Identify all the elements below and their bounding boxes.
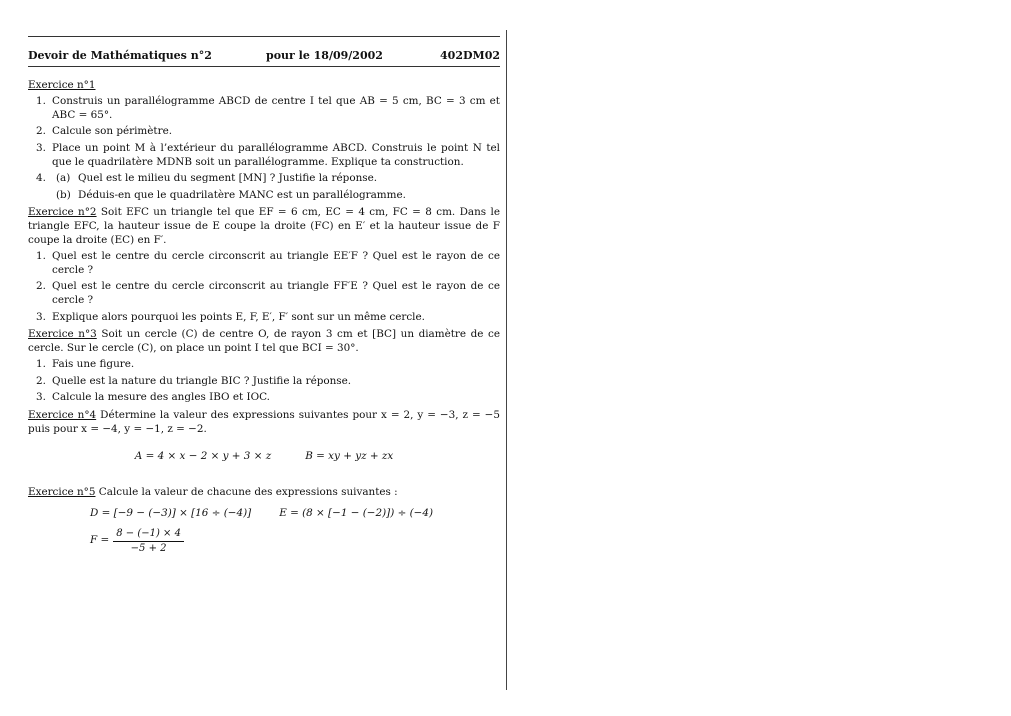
sub-item: (a) Quel est le milieu du segment [MN] ? Justifie la réponse. (56, 172, 378, 185)
list-item: 2. Calcule son périmètre. (36, 125, 173, 138)
worksheet-header (28, 37, 500, 66)
list-item: 1. Quel est le centre du cercle circonscrit au triangle EE′F ? Quel est le rayon de ce cercle ? (36, 250, 500, 276)
worksheet-code: 402DM02 (440, 49, 500, 62)
formula-row (90, 507, 500, 521)
exercise-5-formulas (28, 507, 500, 555)
worksheet-title: Devoir de Mathématiques n°2 (28, 49, 212, 62)
exercise-5-intro: Calcule la valeur de chacune des expressions suivantes : (98, 485, 398, 498)
worksheet-page (28, 36, 500, 555)
list-item: 3. Place un point M à l’extérieur du parallélogramme ABCD. Construis le point N tel que le quadrilatère MDNB soit un parallélogramme. Explique ta construction. (36, 141, 500, 168)
exercise-1-title: Exercice n°1 (28, 78, 96, 91)
exercise-1-sublist (52, 172, 500, 202)
exercise-1-list (28, 95, 500, 202)
exercise-4-formulas (28, 450, 500, 464)
exercise-4 (28, 409, 500, 464)
formula-e: E = (8 × [−1 − (−2)]) ÷ (−4) (279, 507, 434, 520)
exercise-3-list (28, 358, 500, 405)
list-item: 3. Calcule la mesure des angles IBO et IOC. (36, 391, 270, 404)
exercise-2-intro: Soit EFC un triangle tel que EF = 6 cm, EC = 4 cm, FC = 8 cm. Dans le triangle EFC, la hauteur issue de E coupe la droite (FC) en E′ et la hauteur issue de F coupe la droite (EC) en F′. (28, 206, 500, 246)
exercise-4-title: Exercice n°4 (28, 409, 97, 422)
exercise-2-title: Exercice n°2 (28, 206, 97, 219)
exercise-2-list (28, 250, 500, 324)
header-rule (28, 66, 500, 67)
sub-item: (b) Déduis-en que le quadrilatère MANC est un parallélogramme. (56, 188, 406, 201)
exercise-3-intro: Soit un cercle (C) de centre O, de rayon 3 cm et [BC] un diamètre de ce cercle. Sur le cercle (C), on place un point I tel que BCI = 30°. (28, 328, 500, 354)
due-date: pour le 18/09/2002 (266, 49, 383, 62)
exercise-5-title: Exercice n°5 (28, 485, 96, 498)
formula-f-fraction (113, 527, 184, 555)
formula-b: B = xy + yz + zx (305, 450, 394, 463)
formula-f-denominator: −5 + 2 (130, 542, 167, 554)
list-item: 2. Quelle est la nature du triangle BIC ? Justifie la réponse. (36, 374, 352, 387)
formula-f (90, 527, 500, 555)
list-item: 4. (a) Quel est le milieu du segment [MN] ? Justifie la réponse. (b) Déduis-en que le quadrilatère MANC est un parallélogramme. (28, 172, 500, 202)
exercise-4-intro: Détermine la valeur des expressions suivantes pour x = 2, y = −3, z = −5 puis pour x = −4, y = −1, z = −2. (28, 409, 500, 435)
formula-a: A = 4 × x − 2 × y + 3 × z (134, 450, 272, 463)
exercise-3 (28, 328, 500, 405)
list-item: 1. Construis un parallélogramme ABCD de centre I tel que AB = 5 cm, BC = 3 cm et ABC = 65°. (36, 95, 500, 121)
list-item: 3. Explique alors pourquoi les points E, F, E′, F′ sont sur un même cercle. (36, 310, 425, 323)
list-item: 2. Quel est le centre du cercle circonscrit au triangle FF′E ? Quel est le rayon de ce cercle ? (36, 280, 500, 306)
exercise-3-title: Exercice n°3 (28, 328, 97, 341)
formula-d: D = [−9 − (−3)] × [16 ÷ (−4)] (90, 507, 252, 520)
exercise-5 (28, 486, 500, 555)
exercise-2 (28, 206, 500, 324)
formula-f-numerator: 8 − (−1) × 4 (113, 527, 184, 542)
exercise-1 (28, 79, 500, 203)
list-item: 1. Fais une figure. (36, 358, 135, 371)
page-divider-line (506, 30, 507, 690)
formula-f-lhs: F = (90, 534, 110, 547)
